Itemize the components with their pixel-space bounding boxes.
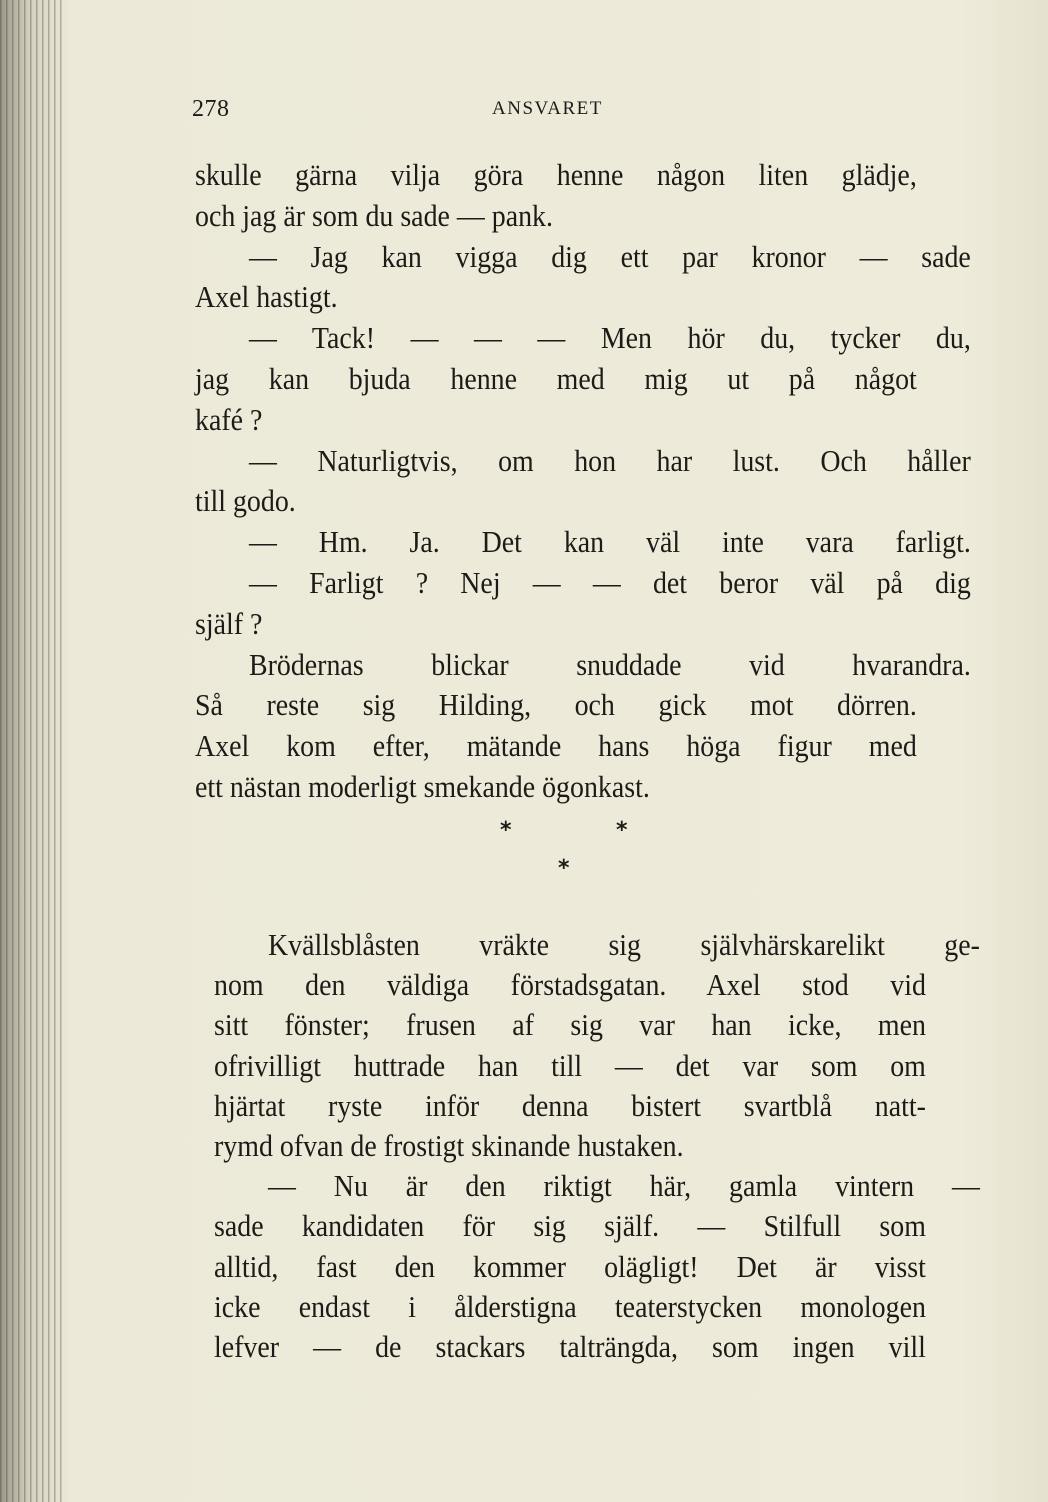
text-line: — Naturligtvis, om hon har lust. Och håller	[249, 442, 971, 478]
text-line: icke endast i ålderstigna teaterstycken monologen	[214, 1288, 926, 1324]
text-line: ofrivilligt huttrade han till — det var som om	[214, 1047, 926, 1083]
text-line: jag kan bjuda henne med mig ut på något	[195, 360, 917, 396]
asterism-star: *	[616, 818, 628, 843]
text-line: sitt fönster; frusen af sig var han icke, men	[214, 1007, 926, 1043]
text-line: Kvällsblåsten vräkte sig självhärskarelikt ge-	[268, 927, 980, 962]
page-edges	[0, 0, 64, 1502]
page-number: 278	[192, 96, 230, 122]
text-block-before-break	[195, 155, 971, 808]
text-block-after-break	[214, 925, 980, 1367]
text-line: — Tack! — — — Men hör du, tycker du,	[249, 320, 971, 356]
text-line: — Hm. Ja. Det kan väl inte vara farligt.	[249, 524, 971, 560]
text-line: nom den väldiga förstadsgatan. Axel stod vid	[214, 967, 926, 1003]
text-line: rymd ofvan de frostigt skinande hustaken.	[214, 1127, 684, 1163]
section-break	[480, 818, 660, 888]
text-line: och jag är som du sade — pank.	[195, 197, 553, 233]
running-header	[192, 96, 692, 126]
text-line: — Farligt ? Nej — — det beror väl på dig	[249, 564, 971, 600]
text-line: Axel hastigt.	[195, 279, 338, 315]
text-line: hjärtat ryste inför denna bistert svartblå natt-	[214, 1087, 926, 1123]
text-line: — Jag kan vigga dig ett par kronor — sade	[249, 238, 971, 274]
asterism-star: *	[500, 818, 512, 843]
text-line: kafé ?	[195, 401, 263, 437]
text-line: Axel kom efter, mätande hans höga figur med	[195, 728, 917, 764]
text-line: sade kandidaten för sig själf. — Stilfull som	[214, 1208, 926, 1244]
text-line: Brödernas blickar snuddade vid hvarandra.	[249, 646, 971, 682]
text-line: — Nu är den riktigt här, gamla vintern —	[268, 1168, 980, 1204]
text-line: själf ?	[195, 605, 263, 641]
text-line: Så reste sig Hilding, och gick mot dörren.	[195, 687, 917, 723]
asterism-star: *	[558, 856, 570, 881]
text-line: skulle gärna vilja göra henne någon liten glädje,	[195, 157, 917, 192]
running-title: ANSVARET	[492, 98, 603, 119]
text-line: ett nästan moderligt smekande ögonkast.	[195, 768, 650, 804]
text-line: till godo.	[195, 483, 296, 519]
text-line: alltid, fast den kommer olägligt! Det är visst	[214, 1248, 926, 1284]
text-line: lefver — de stackars talträngda, som ingen vill	[214, 1328, 926, 1364]
